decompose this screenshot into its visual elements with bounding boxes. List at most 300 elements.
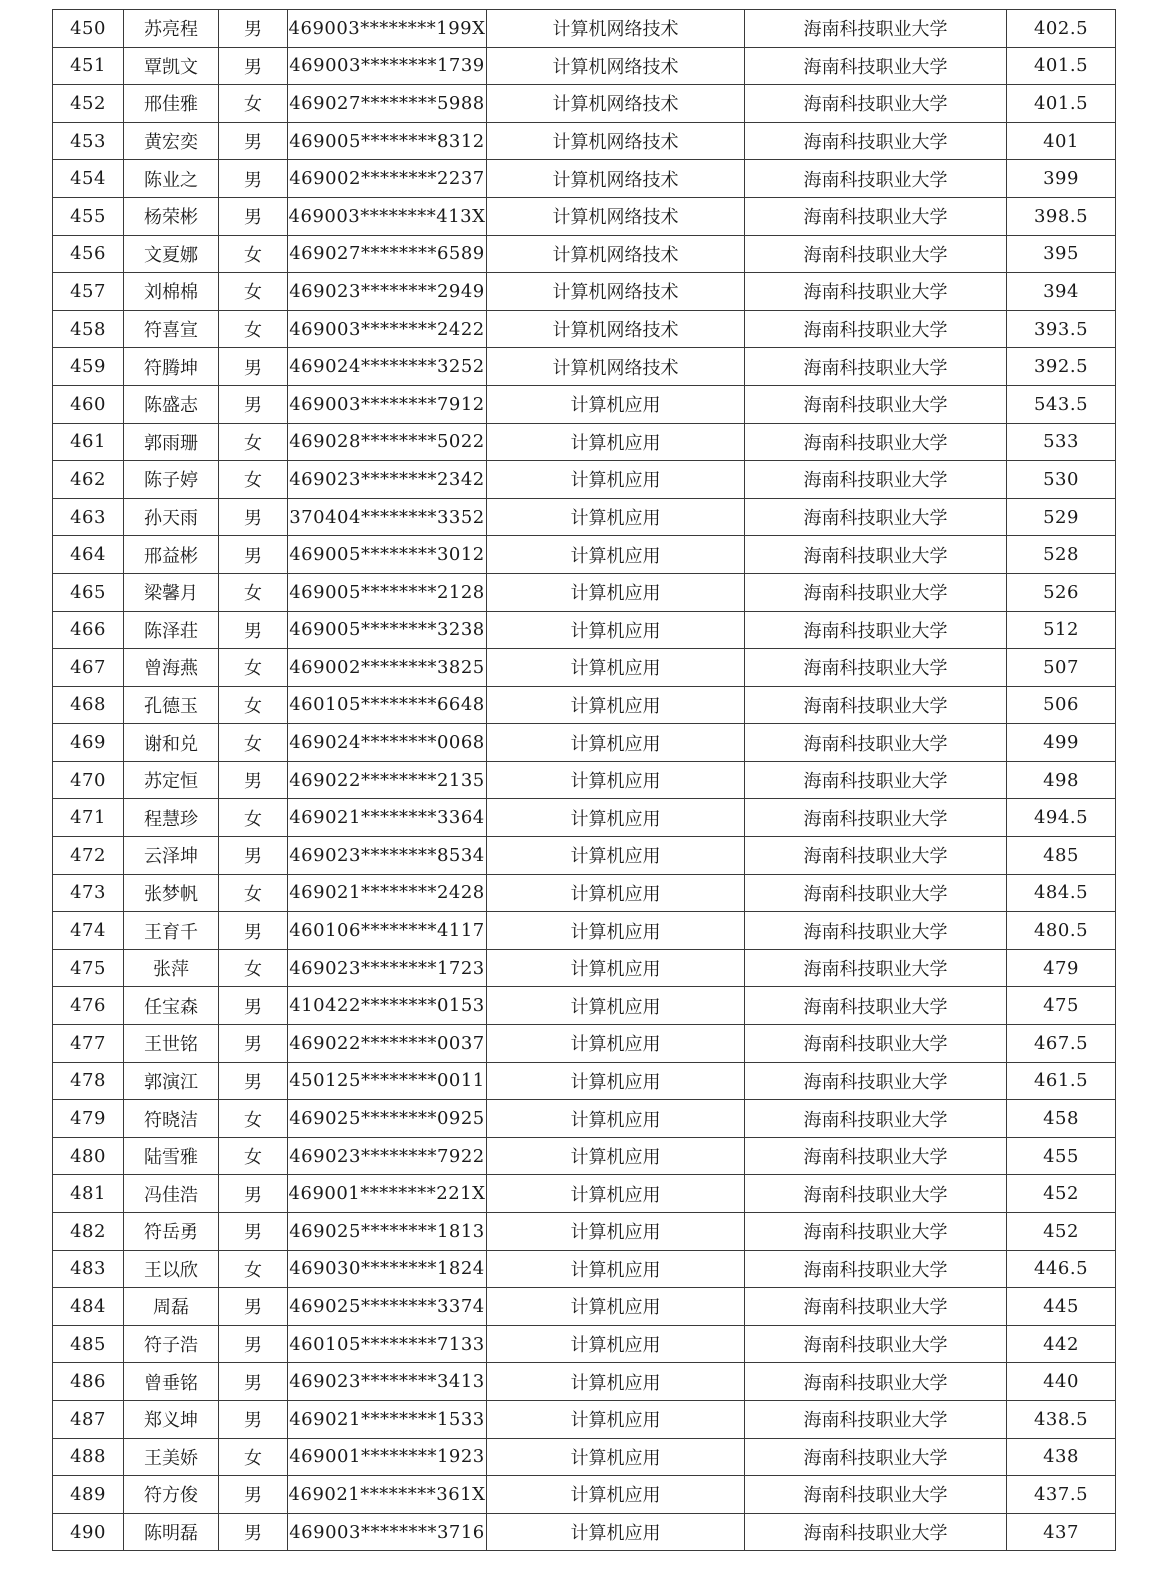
score-cell: 442 (1007, 1325, 1116, 1363)
gender-cell: 男 (219, 122, 288, 160)
name-cell: 苏定恒 (124, 761, 219, 799)
row-number-cell: 483 (53, 1250, 124, 1288)
major-cell: 计算机应用 (487, 1100, 745, 1138)
table-row (53, 423, 1116, 461)
school-cell: 海南科技职业大学 (745, 423, 1007, 461)
id-number-cell: 460105********6648 (288, 686, 487, 724)
row-number-cell: 468 (53, 686, 124, 724)
row-number-cell: 475 (53, 949, 124, 987)
school-cell: 海南科技职业大学 (745, 1250, 1007, 1288)
row-number-cell: 476 (53, 987, 124, 1025)
name-cell: 云泽坤 (124, 837, 219, 875)
school-cell: 海南科技职业大学 (745, 761, 1007, 799)
table-row (53, 1288, 1116, 1326)
score-cell: 530 (1007, 461, 1116, 499)
name-cell: 刘棉棉 (124, 273, 219, 311)
name-cell: 符岳勇 (124, 1213, 219, 1251)
row-number-cell: 457 (53, 273, 124, 311)
score-cell: 392.5 (1007, 348, 1116, 386)
gender-cell: 男 (219, 761, 288, 799)
major-cell: 计算机应用 (487, 874, 745, 912)
score-cell: 461.5 (1007, 1062, 1116, 1100)
school-cell: 海南科技职业大学 (745, 197, 1007, 235)
table-row (53, 761, 1116, 799)
table-row (53, 85, 1116, 123)
admission-table (52, 9, 1116, 1551)
major-cell: 计算机应用 (487, 724, 745, 762)
row-number-cell: 458 (53, 310, 124, 348)
gender-cell: 男 (219, 47, 288, 85)
id-number-cell: 469022********2135 (288, 761, 487, 799)
table-row (53, 611, 1116, 649)
score-cell: 484.5 (1007, 874, 1116, 912)
name-cell: 梁馨月 (124, 573, 219, 611)
major-cell: 计算机应用 (487, 799, 745, 837)
name-cell: 符子浩 (124, 1325, 219, 1363)
score-cell: 452 (1007, 1213, 1116, 1251)
gender-cell: 女 (219, 649, 288, 687)
name-cell: 王育千 (124, 912, 219, 950)
gender-cell: 女 (219, 423, 288, 461)
row-number-cell: 488 (53, 1438, 124, 1476)
school-cell: 海南科技职业大学 (745, 1100, 1007, 1138)
major-cell: 计算机应用 (487, 1250, 745, 1288)
major-cell: 计算机应用 (487, 611, 745, 649)
school-cell: 海南科技职业大学 (745, 10, 1007, 48)
row-number-cell: 462 (53, 461, 124, 499)
name-cell: 黄宏奕 (124, 122, 219, 160)
score-cell: 543.5 (1007, 385, 1116, 423)
major-cell: 计算机应用 (487, 1213, 745, 1251)
row-number-cell: 450 (53, 10, 124, 48)
gender-cell: 女 (219, 1100, 288, 1138)
table-row (53, 649, 1116, 687)
table-row (53, 573, 1116, 611)
id-number-cell: 469021********361X (288, 1476, 487, 1514)
row-number-cell: 478 (53, 1062, 124, 1100)
score-cell: 475 (1007, 987, 1116, 1025)
major-cell: 计算机网络技术 (487, 235, 745, 273)
row-number-cell: 451 (53, 47, 124, 85)
score-cell: 401.5 (1007, 85, 1116, 123)
school-cell: 海南科技职业大学 (745, 649, 1007, 687)
id-number-cell: 469023********2949 (288, 273, 487, 311)
name-cell: 覃凯文 (124, 47, 219, 85)
table-row (53, 1325, 1116, 1363)
row-number-cell: 465 (53, 573, 124, 611)
row-number-cell: 453 (53, 122, 124, 160)
id-number-cell: 469002********3825 (288, 649, 487, 687)
name-cell: 苏亮程 (124, 10, 219, 48)
id-number-cell: 469005********3238 (288, 611, 487, 649)
major-cell: 计算机应用 (487, 1175, 745, 1213)
school-cell: 海南科技职业大学 (745, 799, 1007, 837)
table-row (53, 949, 1116, 987)
score-cell: 494.5 (1007, 799, 1116, 837)
row-number-cell: 469 (53, 724, 124, 762)
table-row (53, 1400, 1116, 1438)
score-cell: 395 (1007, 235, 1116, 273)
school-cell: 海南科技职业大学 (745, 1025, 1007, 1063)
major-cell: 计算机网络技术 (487, 197, 745, 235)
row-number-cell: 490 (53, 1513, 124, 1551)
name-cell: 符晓洁 (124, 1100, 219, 1138)
table-row (53, 686, 1116, 724)
id-number-cell: 410422********0153 (288, 987, 487, 1025)
score-cell: 499 (1007, 724, 1116, 762)
row-number-cell: 473 (53, 874, 124, 912)
score-cell: 401 (1007, 122, 1116, 160)
major-cell: 计算机应用 (487, 1288, 745, 1326)
gender-cell: 男 (219, 1325, 288, 1363)
row-number-cell: 471 (53, 799, 124, 837)
id-number-cell: 469024********0068 (288, 724, 487, 762)
major-cell: 计算机网络技术 (487, 160, 745, 198)
gender-cell: 男 (219, 385, 288, 423)
table-row (53, 799, 1116, 837)
school-cell: 海南科技职业大学 (745, 573, 1007, 611)
row-number-cell: 452 (53, 85, 124, 123)
school-cell: 海南科技职业大学 (745, 461, 1007, 499)
table-row (53, 197, 1116, 235)
id-number-cell: 469023********2342 (288, 461, 487, 499)
school-cell: 海南科技职业大学 (745, 536, 1007, 574)
table-row (53, 1513, 1116, 1551)
name-cell: 任宝森 (124, 987, 219, 1025)
school-cell: 海南科技职业大学 (745, 1325, 1007, 1363)
table-row (53, 1025, 1116, 1063)
name-cell: 陈子婷 (124, 461, 219, 499)
table-row (53, 1438, 1116, 1476)
school-cell: 海南科技职业大学 (745, 235, 1007, 273)
row-number-cell: 487 (53, 1400, 124, 1438)
score-cell: 529 (1007, 498, 1116, 536)
gender-cell: 男 (219, 1513, 288, 1551)
score-cell: 533 (1007, 423, 1116, 461)
gender-cell: 男 (219, 1476, 288, 1514)
row-number-cell: 479 (53, 1100, 124, 1138)
id-number-cell: 370404********3352 (288, 498, 487, 536)
table-row (53, 1100, 1116, 1138)
table-row (53, 122, 1116, 160)
table-row (53, 912, 1116, 950)
gender-cell: 男 (219, 1175, 288, 1213)
score-cell: 394 (1007, 273, 1116, 311)
row-number-cell: 485 (53, 1325, 124, 1363)
score-cell: 440 (1007, 1363, 1116, 1401)
name-cell: 程慧珍 (124, 799, 219, 837)
major-cell: 计算机应用 (487, 1438, 745, 1476)
row-number-cell: 466 (53, 611, 124, 649)
table-row (53, 1175, 1116, 1213)
table-row (53, 837, 1116, 875)
id-number-cell: 469005********2128 (288, 573, 487, 611)
gender-cell: 男 (219, 987, 288, 1025)
id-number-cell: 469003********413X (288, 197, 487, 235)
school-cell: 海南科技职业大学 (745, 724, 1007, 762)
school-cell: 海南科技职业大学 (745, 1476, 1007, 1514)
gender-cell: 女 (219, 461, 288, 499)
id-number-cell: 469001********1923 (288, 1438, 487, 1476)
name-cell: 陈盛志 (124, 385, 219, 423)
score-cell: 498 (1007, 761, 1116, 799)
major-cell: 计算机应用 (487, 498, 745, 536)
table-row (53, 987, 1116, 1025)
school-cell: 海南科技职业大学 (745, 498, 1007, 536)
row-number-cell: 481 (53, 1175, 124, 1213)
id-number-cell: 469030********1824 (288, 1250, 487, 1288)
id-number-cell: 460105********7133 (288, 1325, 487, 1363)
school-cell: 海南科技职业大学 (745, 1213, 1007, 1251)
major-cell: 计算机网络技术 (487, 273, 745, 311)
score-cell: 446.5 (1007, 1250, 1116, 1288)
major-cell: 计算机应用 (487, 385, 745, 423)
school-cell: 海南科技职业大学 (745, 874, 1007, 912)
school-cell: 海南科技职业大学 (745, 912, 1007, 950)
school-cell: 海南科技职业大学 (745, 611, 1007, 649)
gender-cell: 男 (219, 348, 288, 386)
id-number-cell: 469021********2428 (288, 874, 487, 912)
row-number-cell: 461 (53, 423, 124, 461)
id-number-cell: 469003********7912 (288, 385, 487, 423)
school-cell: 海南科技职业大学 (745, 1400, 1007, 1438)
name-cell: 陆雪雅 (124, 1137, 219, 1175)
row-number-cell: 467 (53, 649, 124, 687)
row-number-cell: 470 (53, 761, 124, 799)
school-cell: 海南科技职业大学 (745, 47, 1007, 85)
score-cell: 458 (1007, 1100, 1116, 1138)
row-number-cell: 454 (53, 160, 124, 198)
row-number-cell: 455 (53, 197, 124, 235)
score-cell: 437 (1007, 1513, 1116, 1551)
id-number-cell: 469025********3374 (288, 1288, 487, 1326)
major-cell: 计算机应用 (487, 761, 745, 799)
gender-cell: 男 (219, 611, 288, 649)
id-number-cell: 450125********0011 (288, 1062, 487, 1100)
name-cell: 周磊 (124, 1288, 219, 1326)
score-cell: 452 (1007, 1175, 1116, 1213)
name-cell: 王以欣 (124, 1250, 219, 1288)
id-number-cell: 469002********2237 (288, 160, 487, 198)
table-row (53, 498, 1116, 536)
gender-cell: 男 (219, 498, 288, 536)
school-cell: 海南科技职业大学 (745, 1137, 1007, 1175)
table-body (53, 10, 1116, 1551)
table-row (53, 461, 1116, 499)
major-cell: 计算机应用 (487, 837, 745, 875)
school-cell: 海南科技职业大学 (745, 837, 1007, 875)
school-cell: 海南科技职业大学 (745, 85, 1007, 123)
gender-cell: 女 (219, 724, 288, 762)
score-cell: 393.5 (1007, 310, 1116, 348)
major-cell: 计算机网络技术 (487, 10, 745, 48)
name-cell: 王世铭 (124, 1025, 219, 1063)
row-number-cell: 480 (53, 1137, 124, 1175)
gender-cell: 男 (219, 197, 288, 235)
name-cell: 冯佳浩 (124, 1175, 219, 1213)
table-row (53, 536, 1116, 574)
name-cell: 张萍 (124, 949, 219, 987)
gender-cell: 女 (219, 874, 288, 912)
gender-cell: 男 (219, 1025, 288, 1063)
id-number-cell: 469003********3716 (288, 1513, 487, 1551)
name-cell: 郑义坤 (124, 1400, 219, 1438)
id-number-cell: 469023********3413 (288, 1363, 487, 1401)
major-cell: 计算机应用 (487, 573, 745, 611)
major-cell: 计算机网络技术 (487, 310, 745, 348)
gender-cell: 男 (219, 1363, 288, 1401)
name-cell: 孙天雨 (124, 498, 219, 536)
table-row (53, 1213, 1116, 1251)
major-cell: 计算机网络技术 (487, 348, 745, 386)
major-cell: 计算机网络技术 (487, 47, 745, 85)
name-cell: 谢和兑 (124, 724, 219, 762)
table-row (53, 348, 1116, 386)
school-cell: 海南科技职业大学 (745, 686, 1007, 724)
name-cell: 郭雨珊 (124, 423, 219, 461)
school-cell: 海南科技职业大学 (745, 122, 1007, 160)
row-number-cell: 456 (53, 235, 124, 273)
row-number-cell: 460 (53, 385, 124, 423)
table-row (53, 273, 1116, 311)
school-cell: 海南科技职业大学 (745, 987, 1007, 1025)
major-cell: 计算机应用 (487, 1025, 745, 1063)
major-cell: 计算机应用 (487, 1363, 745, 1401)
score-cell: 455 (1007, 1137, 1116, 1175)
row-number-cell: 459 (53, 348, 124, 386)
row-number-cell: 477 (53, 1025, 124, 1063)
score-cell: 399 (1007, 160, 1116, 198)
major-cell: 计算机应用 (487, 1062, 745, 1100)
school-cell: 海南科技职业大学 (745, 385, 1007, 423)
gender-cell: 男 (219, 10, 288, 48)
name-cell: 陈泽荘 (124, 611, 219, 649)
gender-cell: 女 (219, 85, 288, 123)
table-row (53, 874, 1116, 912)
id-number-cell: 460106********4117 (288, 912, 487, 950)
major-cell: 计算机应用 (487, 912, 745, 950)
score-cell: 526 (1007, 573, 1116, 611)
score-cell: 438.5 (1007, 1400, 1116, 1438)
row-number-cell: 464 (53, 536, 124, 574)
major-cell: 计算机应用 (487, 1476, 745, 1514)
school-cell: 海南科技职业大学 (745, 348, 1007, 386)
gender-cell: 女 (219, 1250, 288, 1288)
school-cell: 海南科技职业大学 (745, 160, 1007, 198)
major-cell: 计算机应用 (487, 536, 745, 574)
table-row (53, 1137, 1116, 1175)
gender-cell: 女 (219, 949, 288, 987)
gender-cell: 女 (219, 686, 288, 724)
score-cell: 398.5 (1007, 197, 1116, 235)
gender-cell: 男 (219, 1400, 288, 1438)
table-row (53, 47, 1116, 85)
table-row (53, 385, 1116, 423)
id-number-cell: 469021********3364 (288, 799, 487, 837)
name-cell: 符方俊 (124, 1476, 219, 1514)
id-number-cell: 469027********5988 (288, 85, 487, 123)
major-cell: 计算机应用 (487, 686, 745, 724)
id-number-cell: 469024********3252 (288, 348, 487, 386)
id-number-cell: 469025********1813 (288, 1213, 487, 1251)
school-cell: 海南科技职业大学 (745, 1513, 1007, 1551)
name-cell: 邢益彬 (124, 536, 219, 574)
gender-cell: 女 (219, 1438, 288, 1476)
major-cell: 计算机应用 (487, 1137, 745, 1175)
table-row (53, 10, 1116, 48)
id-number-cell: 469001********221X (288, 1175, 487, 1213)
name-cell: 文夏娜 (124, 235, 219, 273)
gender-cell: 男 (219, 1288, 288, 1326)
major-cell: 计算机应用 (487, 1400, 745, 1438)
score-cell: 401.5 (1007, 47, 1116, 85)
score-cell: 402.5 (1007, 10, 1116, 48)
id-number-cell: 469023********7922 (288, 1137, 487, 1175)
id-number-cell: 469027********6589 (288, 235, 487, 273)
id-number-cell: 469005********3012 (288, 536, 487, 574)
name-cell: 邢佳雅 (124, 85, 219, 123)
school-cell: 海南科技职业大学 (745, 1363, 1007, 1401)
school-cell: 海南科技职业大学 (745, 1062, 1007, 1100)
name-cell: 陈明磊 (124, 1513, 219, 1551)
gender-cell: 女 (219, 799, 288, 837)
gender-cell: 男 (219, 536, 288, 574)
school-cell: 海南科技职业大学 (745, 1175, 1007, 1213)
major-cell: 计算机应用 (487, 1325, 745, 1363)
major-cell: 计算机网络技术 (487, 122, 745, 160)
gender-cell: 女 (219, 235, 288, 273)
major-cell: 计算机应用 (487, 423, 745, 461)
major-cell: 计算机应用 (487, 461, 745, 499)
major-cell: 计算机应用 (487, 949, 745, 987)
table-row (53, 1250, 1116, 1288)
major-cell: 计算机应用 (487, 987, 745, 1025)
score-cell: 467.5 (1007, 1025, 1116, 1063)
score-cell: 479 (1007, 949, 1116, 987)
name-cell: 孔德玉 (124, 686, 219, 724)
row-number-cell: 484 (53, 1288, 124, 1326)
id-number-cell: 469003********199X (288, 10, 487, 48)
name-cell: 王美娇 (124, 1438, 219, 1476)
name-cell: 郭演江 (124, 1062, 219, 1100)
table-row (53, 310, 1116, 348)
gender-cell: 女 (219, 1137, 288, 1175)
name-cell: 符腾坤 (124, 348, 219, 386)
gender-cell: 男 (219, 1213, 288, 1251)
major-cell: 计算机应用 (487, 1513, 745, 1551)
id-number-cell: 469005********8312 (288, 122, 487, 160)
score-cell: 437.5 (1007, 1476, 1116, 1514)
major-cell: 计算机网络技术 (487, 85, 745, 123)
gender-cell: 女 (219, 573, 288, 611)
name-cell: 张梦帆 (124, 874, 219, 912)
table-row (53, 1476, 1116, 1514)
table-row (53, 724, 1116, 762)
name-cell: 陈业之 (124, 160, 219, 198)
score-cell: 512 (1007, 611, 1116, 649)
row-number-cell: 489 (53, 1476, 124, 1514)
school-cell: 海南科技职业大学 (745, 310, 1007, 348)
row-number-cell: 482 (53, 1213, 124, 1251)
gender-cell: 男 (219, 160, 288, 198)
table-row (53, 160, 1116, 198)
row-number-cell: 463 (53, 498, 124, 536)
id-number-cell: 469021********1533 (288, 1400, 487, 1438)
gender-cell: 男 (219, 912, 288, 950)
name-cell: 曾垂铭 (124, 1363, 219, 1401)
row-number-cell: 472 (53, 837, 124, 875)
id-number-cell: 469023********8534 (288, 837, 487, 875)
